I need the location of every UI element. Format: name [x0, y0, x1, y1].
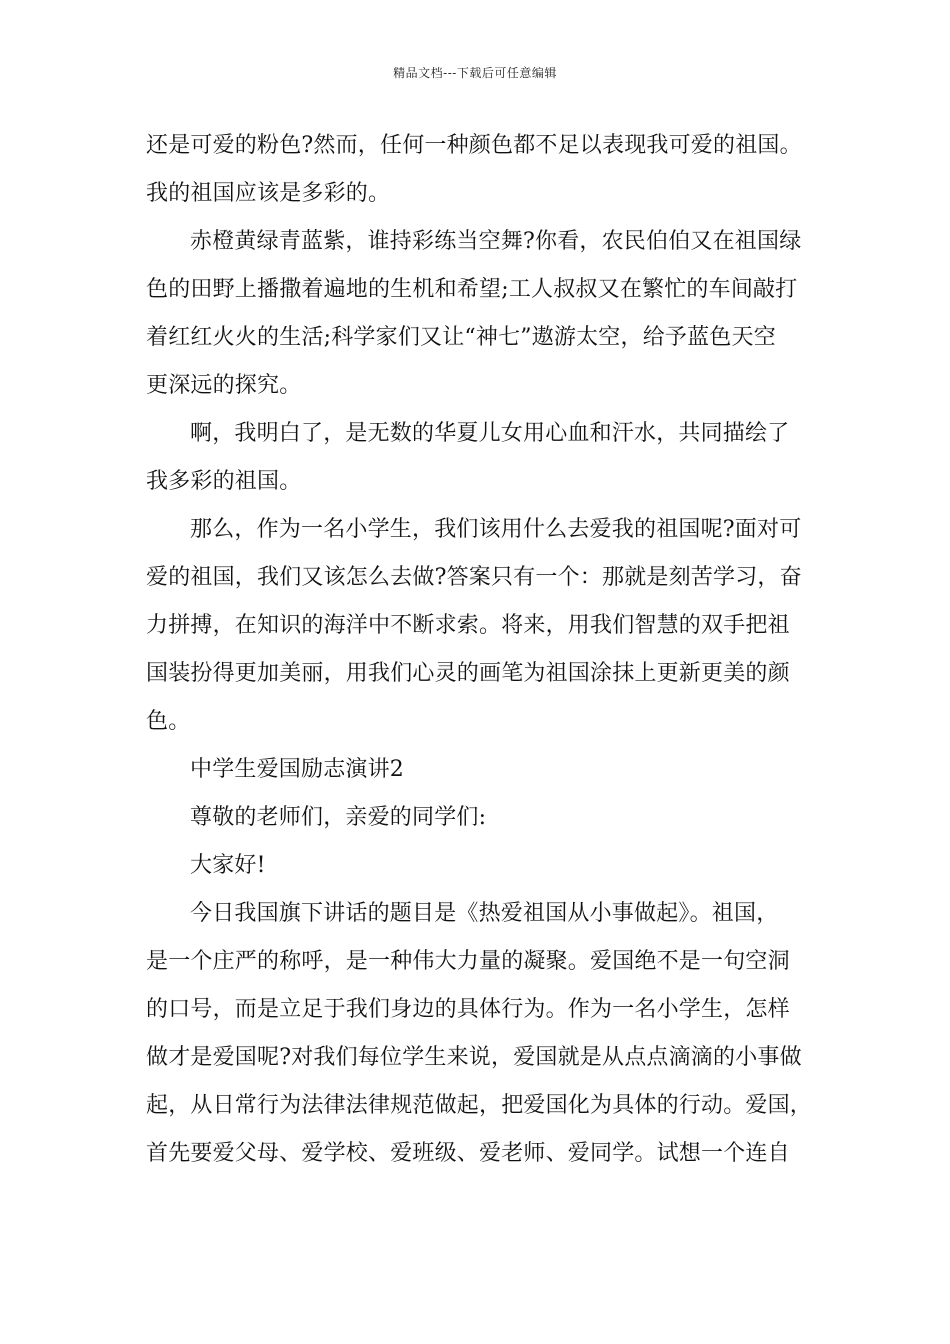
text-line: 色的田野上播撒着遍地的生机和希望;工人叔叔又在繁忙的车间敲打 [146, 277, 798, 302]
text-line: 爱的祖国，我们又该怎么去做?答案只有一个：那就是刻苦学习，奋 [146, 565, 802, 590]
text-line: 更深远的探究。 [146, 373, 302, 398]
paragraph-start: 那么，作为一名小学生，我们该用什么去爱我的祖国呢?面对可 [190, 517, 802, 542]
text-line: 的口号，而是立足于我们身边的具体行为。作为一名小学生，怎样 [146, 997, 790, 1022]
page-header: 精品文档---下载后可任意编辑 [393, 66, 557, 80]
text-line: 做才是爱国呢?对我们每位学生来说，爱国就是从点点滴滴的小事做 [146, 1045, 802, 1070]
document-body [146, 128, 830, 1184]
text-line: 首先要爱父母、爱学校、爱班级、爱老师、爱同学。试想一个连自 [146, 1141, 790, 1166]
section-title: 中学生爱国励志演讲2 [190, 757, 404, 782]
paragraph-start: 赤橙黄绿青蓝紫，谁持彩练当空舞?你看，农民伯伯又在祖国绿 [190, 229, 802, 254]
text-line: 我多彩的祖国。 [146, 469, 302, 494]
paragraph-start: 今日我国旗下讲话的题目是《热爱祖国从小事做起》。祖国， [190, 901, 779, 926]
paragraph-start: 啊，我明白了，是无数的华夏儿女用心血和汗水，共同描绘了 [190, 421, 790, 446]
text-line: 色。 [146, 709, 191, 734]
text-line: 着红红火火的生活;科学家们又让“神七”遨游太空，给予蓝色天空 [146, 325, 776, 350]
text-line: 力拼搏，在知识的海洋中不断求索。将来，用我们智慧的双手把祖 [146, 613, 790, 638]
greeting: 大家好! [190, 853, 266, 878]
text-line: 我的祖国应该是多彩的。 [146, 181, 391, 206]
text-line: 是一个庄严的称呼，是一种伟大力量的凝聚。爱国绝不是一句空洞 [146, 949, 790, 974]
text-line: 还是可爱的粉色?然而，任何一种颜色都不足以表现我可爱的祖国。 [146, 133, 802, 158]
text-line: 起，从日常行为法律法律规范做起，把爱国化为具体的行动。爱国， [146, 1093, 813, 1118]
salutation: 尊敬的老师们，亲爱的同学们: [190, 805, 487, 830]
text-line: 国装扮得更加美丽，用我们心灵的画笔为祖国涂抹上更新更美的颜 [146, 661, 790, 686]
